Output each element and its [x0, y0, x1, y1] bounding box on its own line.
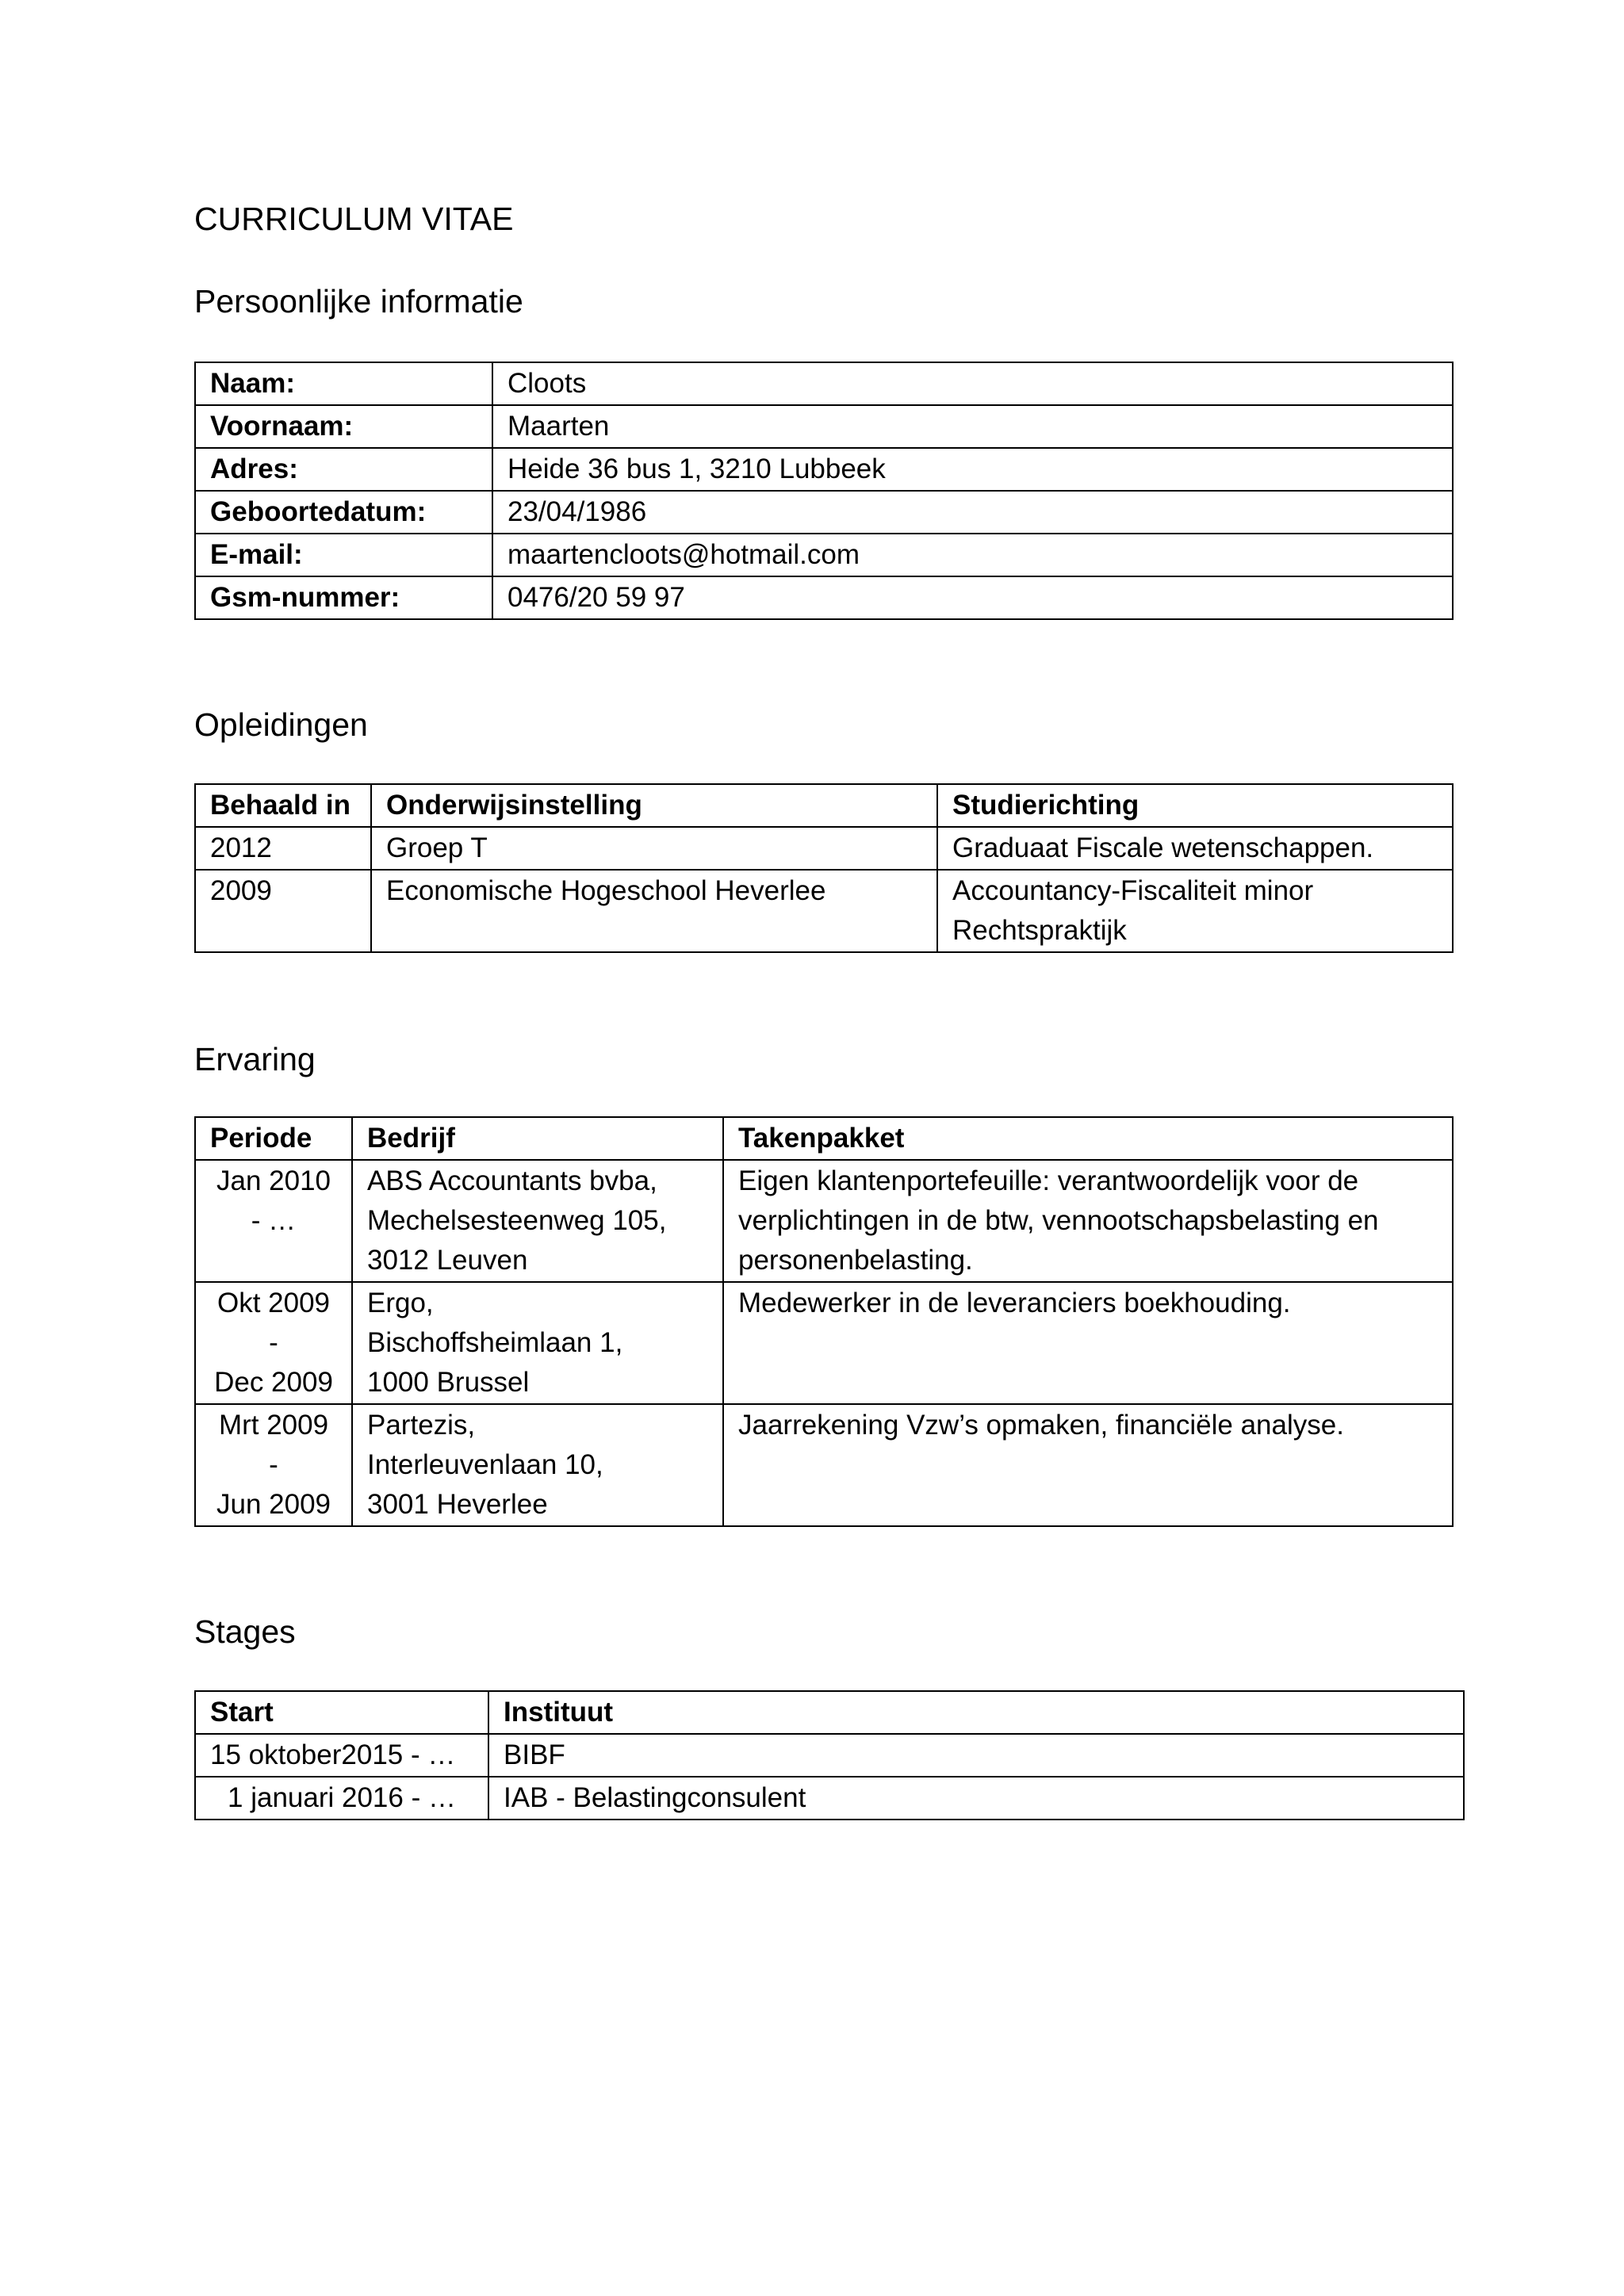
table-row: [195, 1160, 1453, 1282]
table-row: [195, 405, 1453, 448]
section-heading-experience: Ervaring: [194, 1041, 316, 1077]
table-row: [195, 362, 1453, 405]
experience-table: [194, 1116, 1454, 1527]
experience-tasks: Eigen klantenportefeuille: verantwoordelijk voor de verplichtingen in de btw, vennootschapsbelasting en personenbelasting.: [723, 1160, 1453, 1282]
experience-header-tasks: Takenpakket: [723, 1117, 1453, 1160]
table-row: [195, 870, 1453, 952]
personal-label-phone: Gsm-nummer:: [195, 576, 492, 619]
education-year: 2012: [195, 827, 371, 870]
personal-value-email: maartencloots@hotmail.com: [492, 534, 1453, 576]
table-header-row: [195, 784, 1453, 827]
experience-tasks: Jaarrekening Vzw’s opmaken, financiële analyse.: [723, 1404, 1453, 1526]
education-header-study: Studierichting: [937, 784, 1453, 827]
internship-institute: IAB - Belastingconsulent: [488, 1777, 1464, 1820]
table-row: [195, 448, 1453, 491]
experience-period: Mrt 2009 - Jun 2009: [195, 1404, 352, 1526]
personal-label-birthdate: Geboortedatum:: [195, 491, 492, 534]
experience-header-company: Bedrijf: [352, 1117, 723, 1160]
internships-table: [194, 1690, 1465, 1820]
table-row: [195, 534, 1453, 576]
section-heading-internships: Stages: [194, 1613, 296, 1650]
table-row: [195, 1282, 1453, 1404]
table-row: [195, 1404, 1453, 1526]
cv-document: [194, 197, 1463, 1820]
internship-institute: BIBF: [488, 1734, 1464, 1777]
education-study: Graduaat Fiscale wetenschappen.: [937, 827, 1453, 870]
personal-value-phone: 0476/20 59 97: [492, 576, 1453, 619]
experience-period: Jan 2010 - …: [195, 1160, 352, 1282]
table-row: [195, 827, 1453, 870]
table-header-row: [195, 1691, 1464, 1734]
experience-company: ABS Accountants bvba, Mechelsesteenweg 105, 3012 Leuven: [352, 1160, 723, 1282]
internship-start: 1 januari 2016 - …: [195, 1777, 488, 1820]
section-heading-personal: Persoonlijke informatie: [194, 283, 523, 320]
experience-tasks: Medewerker in de leveranciers boekhouding.: [723, 1282, 1453, 1404]
table-row: [195, 491, 1453, 534]
education-year: 2009: [195, 870, 371, 952]
education-study: Accountancy-Fiscaliteit minor Rechtspraktijk: [937, 870, 1453, 952]
personal-label-firstname: Voornaam:: [195, 405, 492, 448]
education-table: [194, 783, 1454, 953]
personal-label-email: E-mail:: [195, 534, 492, 576]
personal-value-birthdate: 23/04/1986: [492, 491, 1453, 534]
experience-company: Partezis, Interleuvenlaan 10, 3001 Heverlee: [352, 1404, 723, 1526]
table-row: [195, 576, 1453, 619]
education-header-school: Onderwijsinstelling: [371, 784, 937, 827]
document-title: CURRICULUM VITAE: [194, 201, 514, 237]
education-header-year: Behaald in: [195, 784, 371, 827]
experience-header-period: Periode: [195, 1117, 352, 1160]
personal-label-name: Naam:: [195, 362, 492, 405]
personal-value-name: Cloots: [492, 362, 1453, 405]
section-heading-education: Opleidingen: [194, 706, 368, 743]
experience-company: Ergo, Bischoffsheimlaan 1, 1000 Brussel: [352, 1282, 723, 1404]
education-school: Economische Hogeschool Heverlee: [371, 870, 937, 952]
internships-header-start: Start: [195, 1691, 488, 1734]
experience-period: Okt 2009 - Dec 2009: [195, 1282, 352, 1404]
table-row: [195, 1777, 1464, 1820]
internships-header-institute: Instituut: [488, 1691, 1464, 1734]
education-school: Groep T: [371, 827, 937, 870]
table-row: [195, 1734, 1464, 1777]
table-header-row: [195, 1117, 1453, 1160]
personal-info-table: [194, 362, 1454, 620]
internship-start: 15 oktober2015 - …: [195, 1734, 488, 1777]
personal-label-address: Adres:: [195, 448, 492, 491]
personal-value-address: Heide 36 bus 1, 3210 Lubbeek: [492, 448, 1453, 491]
personal-value-firstname: Maarten: [492, 405, 1453, 448]
